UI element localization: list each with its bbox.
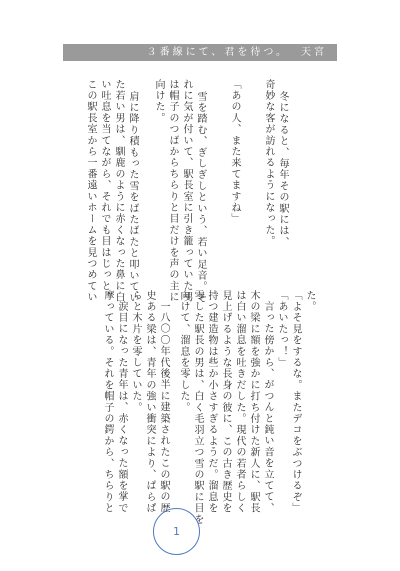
text-column: た。 bbox=[304, 290, 315, 313]
text-column: は帽子のつばからちらりと目だけを声の主に bbox=[167, 79, 178, 303]
text-column: れに気が付いて、駅長室に引き籠っていた男 bbox=[181, 79, 192, 303]
page-number-badge: 1 bbox=[153, 508, 200, 555]
text-column: この駅長室から一番遠いホームを見つめてい bbox=[85, 79, 96, 303]
text-column: 言った傍から、がつんと鈍い音を立てて、 bbox=[262, 301, 273, 514]
dialogue-column: 「あいたっ！」 bbox=[276, 290, 287, 369]
chapter-title: ３番線にて、君を待つ。 bbox=[146, 47, 289, 58]
author-name: 天宮 bbox=[301, 47, 327, 58]
text-column: 向けた。 bbox=[153, 79, 164, 124]
chapter-header-bar bbox=[63, 44, 337, 61]
text-column: い吐息を当てながら、それでも目はじっと、 bbox=[99, 79, 110, 303]
text-column: 木の梁に額を強かに打ち付けた新人に、駅長 bbox=[248, 290, 259, 514]
text-column: 肩に降り積もった雪をばたばたと叩いてい bbox=[127, 91, 138, 304]
text-column: 零した駅長の男は、白く毛羽立つ雪の駅に目を bbox=[192, 290, 203, 526]
text-column: は白い溜息を吐きだした。現代の若者らしく bbox=[234, 290, 245, 514]
text-column: 持つ建造物は些か小さすぎるようだ。溜息を bbox=[206, 290, 217, 514]
text-column: らと木片を零していた。 bbox=[130, 290, 141, 414]
text-column: た若い男は、馴鹿のように赤くなった鼻に白 bbox=[113, 79, 124, 303]
text-column: 涙目になった青年は、赤くなった額を掌で bbox=[116, 301, 127, 514]
text-column: 冬になると、毎年その駅には、 bbox=[277, 91, 288, 248]
text-column: 雪を踏む、ぎしぎしという、若い足音。そ bbox=[195, 91, 206, 304]
text-column: 史ある梁は、青年の強い衝突により、ぱらぱ bbox=[144, 290, 155, 514]
dialogue-column: 「あの人、また来てますね」 bbox=[229, 79, 240, 225]
text-column: 見上げるような長身の彼に、この古き歴史を bbox=[220, 290, 231, 514]
text-column: 奇妙な客が訪れるようになった。 bbox=[263, 79, 274, 247]
text-column: 向けて、溜息を零した。 bbox=[178, 290, 189, 414]
text-column: 一八〇〇年代後半に建築されたこの駅の歴 bbox=[158, 301, 169, 514]
text-column: 摩っている。それを帽子の鍔から、ちらりと bbox=[102, 290, 113, 514]
dialogue-column: 「よそ見をするな。またデコをぶつけるぞ」 bbox=[290, 290, 301, 514]
